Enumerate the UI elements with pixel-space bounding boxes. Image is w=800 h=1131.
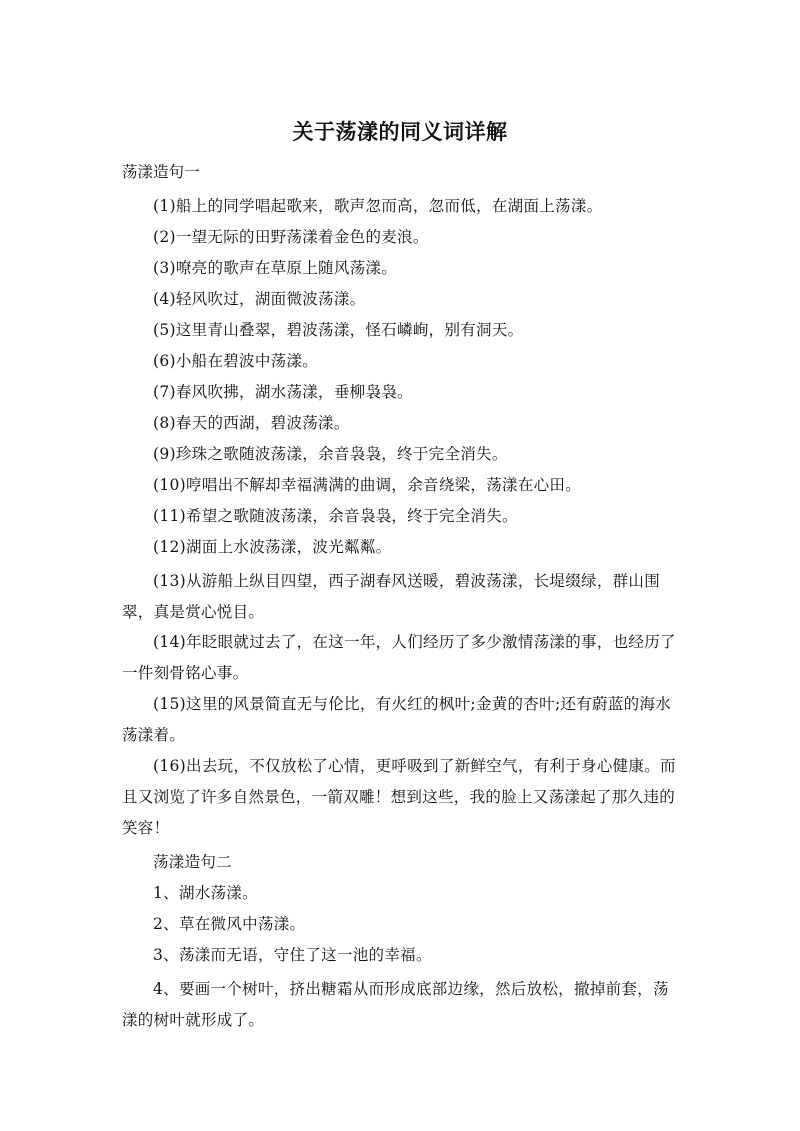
sentence-8: (8)春天的西湖，碧波荡漾。 [153,414,350,432]
sentence-2-4: 4、要画一个树叶，挤出糖霜从而形成底部边缘，然后放松，撤掉前套，荡漾的树叶就形成了。 [122,980,669,1029]
sentence-12: (12)湖面上水波荡漾，波光粼粼。 [153,538,392,556]
document-title: 关于荡漾的同义词详解 [292,120,508,144]
sentence-15: (15)这里的风景简直无与伦比，有火红的枫叶;金黄的杏叶;还有蔚蓝的海水荡漾着。 [122,695,672,744]
sentence-11: (11)希望之歌随波荡漾，余音袅袅，终于完全消失。 [153,507,518,525]
section-2-heading: 荡漾造句二 [153,853,233,871]
sentence-2-1: 1、湖水荡漾。 [153,884,258,902]
section-1-heading: 荡漾造句一 [122,163,200,181]
sentence-7: (7)春风吹拂，湖水荡漾，垂柳袅袅。 [153,383,413,401]
sentence-14: (14)年眨眼就过去了，在这一年，人们经历了多少激情荡漾的事，也经历了一件刻骨铭心事。 [122,633,676,682]
sentence-5: (5)这里青山叠翠，碧波荡漾，怪石嶙峋，别有洞天。 [153,321,524,339]
sentence-6: (6)小船在碧波中荡漾。 [153,352,319,370]
sentence-9: (9)珍珠之歌随波荡漾，余音袅袅，终于完全消失。 [153,445,508,463]
sentence-2-3: 3、荡漾而无语，守住了这一池的幸福。 [153,946,432,964]
sentence-16: (16)出去玩，不仅放松了心情，更呼吸到了新鲜空气，有利于身心健康。而且又浏览了许多自然景色，一箭双雕！想到这些，我的脸上又荡漾起了那久违的笑容！ [122,757,676,837]
sentence-10: (10)哼唱出不解却幸福满满的曲调，余音绕梁，荡漾在心田。 [153,476,582,494]
sentence-13: (13)从游船上纵目四望，西子湖春风送暖，碧波荡漾，长堤缀绿，群山围翠，真是赏心悦目。 [122,572,661,621]
sentence-2: (2)一望无际的田野荡漾着金色的麦浪。 [153,228,429,246]
sentence-2-2: 2、草在微风中荡漾。 [153,915,306,933]
sentence-1: (1)船上的同学唱起歌来，歌声忽而高，忽而低，在湖面上荡漾。 [153,197,603,215]
sentence-4: (4)轻风吹过，湖面微波荡漾。 [153,290,366,308]
sentence-3: (3)嘹亮的歌声在草原上随风荡漾。 [153,259,398,277]
